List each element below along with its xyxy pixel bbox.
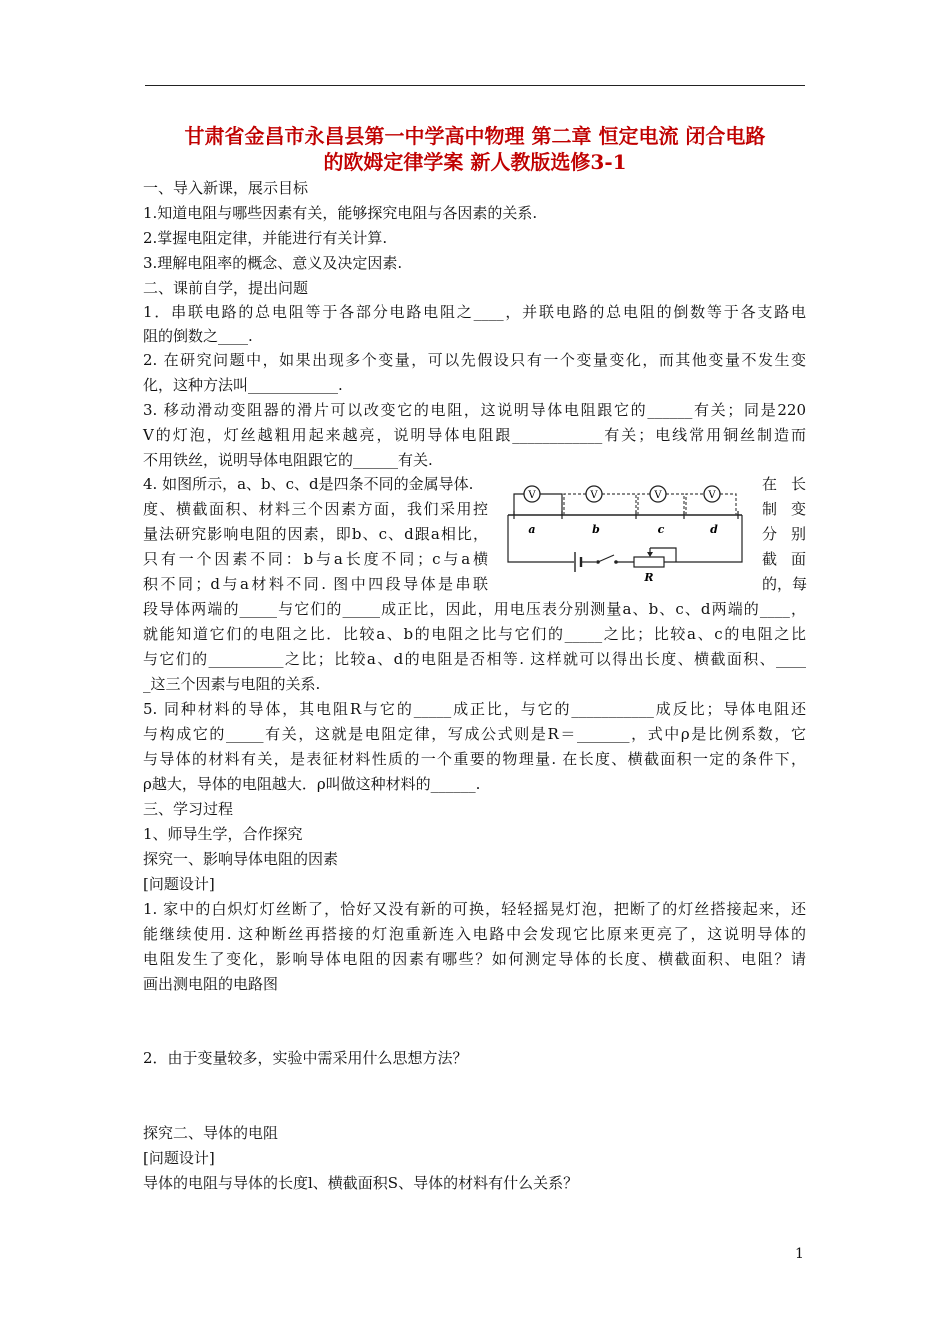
question-5-line-2: 与构成它的_____有关，这就是电阻定律，写成公式则是R＝_______，式中ρ是比例系数，它: [143, 725, 806, 743]
voltmeter-icon: [704, 486, 720, 502]
explore-1-heading: 探究一、影响导体电阻的因素: [143, 850, 339, 868]
circuit-diagram: [498, 478, 750, 588]
question-5-line-3: 与导体的材料有关，是表征材料性质的一个重要的物理量. 在长度、横截面积一定的条件下，: [143, 750, 806, 768]
segment-label-d: d: [710, 523, 718, 536]
circuit-wire: [508, 515, 574, 562]
question-4-line-3: 量法研究影响电阻的因素，即b、c、d跟a相比，: [143, 525, 488, 543]
question-4-line-5: 积不同；d与a材料不同. 图中四段导体是串联: [143, 575, 488, 593]
explore-1-p1-line-3: 电阻发生了变化，影响导体电阻的因素有哪些？如何测定导体的长度、横截面积、电阻？请: [143, 950, 806, 968]
question-1-line-1: 1．串联电路的总电阻等于各部分电路电阻之____，并联电路的总电阻的倒数等于各支路电: [143, 303, 806, 321]
objective-3: 3.理解电阻率的概念、意义及决定因素.: [143, 254, 403, 272]
page-number: 1: [795, 1246, 804, 1262]
question-4-line-2: 度、横截面积、材料三个因素方面，我们采用控: [143, 500, 488, 518]
header-rule: [145, 85, 805, 86]
question-4-right-5: 的，每: [762, 575, 808, 593]
switch-icon: [596, 555, 618, 564]
question-3-line-3: 不用铁丝，说明导体电阻跟它的______有关.: [143, 451, 433, 469]
question-4-right-4: 截 面: [762, 550, 806, 568]
question-4-line-4: 只有一个因素不同：b与a长度不同；c与a横: [143, 550, 488, 568]
question-4-right-2: 制 变: [762, 500, 806, 518]
title-line-1: 甘肃省金昌市永昌县第一中学高中物理 第二章 恒定电流 闭合电路: [184, 124, 766, 148]
section3-sub1: 1、师导生学，合作探究: [143, 825, 303, 843]
voltmeter-lead: [686, 494, 704, 515]
battery-icon: [575, 552, 581, 572]
resistor-label: R: [644, 571, 654, 584]
voltmeter-lead: [540, 494, 562, 515]
explore-1-p1-line-4: 画出测电阻的电路图: [143, 975, 279, 993]
title-line-2: 的欧姆定律学案 新人教版选修3-1: [323, 150, 627, 174]
question-4-line-9: _这三个因素与电阻的关系.: [143, 675, 321, 693]
segment-label-b: b: [592, 523, 600, 536]
question-1-line-2: 阻的倒数之____.: [143, 327, 253, 345]
voltmeter-lead: [638, 494, 650, 515]
voltmeter-lead: [720, 494, 736, 515]
problem-design-2: [问题设计]: [143, 1149, 215, 1167]
voltmeter-lead: [514, 494, 524, 515]
svg-text:V: V: [528, 490, 536, 501]
question-4-line-8: 与它们的__________之比；比较a、d的电阻是否相等. 这样就可以得出长度、横截面积、____: [143, 650, 806, 668]
voltmeter-icon: [586, 486, 602, 502]
explore-1-p2: 2．由于变量较多，实验中需采用什么思想方法？: [143, 1049, 468, 1067]
question-4-line-6: 段导体两端的_____与它们的_____成正比，因此，用电压表分别测量a、b、c、d两端的____，: [143, 600, 806, 618]
voltmeter-icon: [524, 486, 540, 502]
segment-label-c: c: [657, 523, 665, 536]
svg-text:V: V: [654, 490, 662, 501]
question-4-line-7: 就能知道它们的电阻之比．比较a、b的电阻之比与它们的_____之比；比较a、c的电阻之比: [143, 625, 806, 643]
question-4-right-1: 在 长: [762, 475, 806, 493]
question-5-line-1: 5. 同种材料的导体，其电阻R与它的_____成正比，与它的___________成反比；导体电阻还: [143, 700, 806, 718]
objective-1: 1.知道电阻与哪些因素有关，能够探究电阻与各因素的关系.: [143, 204, 538, 222]
explore-1-p1-line-2: 能继续使用. 这种断丝再搭接的灯泡重新连入电路中会发现它比原来更亮了，这说明导体的: [143, 925, 806, 943]
explore-2-p1: 导体的电阻与导体的长度l、横截面积S、导体的材料有什么关系？: [143, 1174, 579, 1192]
question-4-line-1: 4. 如图所示，a、b、c、d是四条不同的金属导体.: [143, 475, 474, 493]
question-2-line-2: 化，这种方法叫____________.: [143, 376, 343, 394]
svg-text:V: V: [590, 490, 598, 501]
objective-2: 2.掌握电阻定律，并能进行有关计算.: [143, 229, 388, 247]
problem-design-1: [问题设计]: [143, 875, 215, 893]
section2-heading: 二、课前自学，提出问题: [143, 279, 309, 297]
section1-heading: 一、导入新课，展示目标: [143, 179, 309, 197]
question-2-line-1: 2. 在研究问题中，如果出现多个变量，可以先假设只有一个变量变化，而其他变量不发生变: [143, 351, 806, 369]
question-5-line-4: ρ越大，导体的电阻越大．ρ叫做这种材料的______.: [143, 775, 481, 793]
voltmeter-lead: [564, 494, 586, 515]
segment-label-a: a: [528, 523, 536, 536]
explore-1-p1-line-1: 1. 家中的白炽灯灯丝断了，恰好又没有新的可换，轻轻摇晃灯泡，把断了的灯丝搭接起来，还: [143, 900, 806, 918]
voltmeter-icon: [650, 486, 666, 502]
rheostat-icon: [634, 548, 676, 567]
voltmeter-lead: [666, 494, 684, 515]
question-3-line-2: V的灯泡，灯丝越粗用起来越亮，说明导体电阻跟____________有关；电线常用铜丝制造而: [143, 426, 806, 444]
explore-2-heading: 探究二、导体的电阻: [143, 1124, 279, 1142]
section3-heading: 三、学习过程: [143, 800, 234, 818]
voltmeter-lead: [602, 494, 636, 515]
svg-text:V: V: [708, 490, 716, 501]
question-4-right-3: 分 别: [762, 525, 806, 543]
question-3-line-1: 3. 移动滑动变阻器的滑片可以改变它的电阻，这说明导体电阻跟它的______有关；同是220: [143, 401, 806, 419]
